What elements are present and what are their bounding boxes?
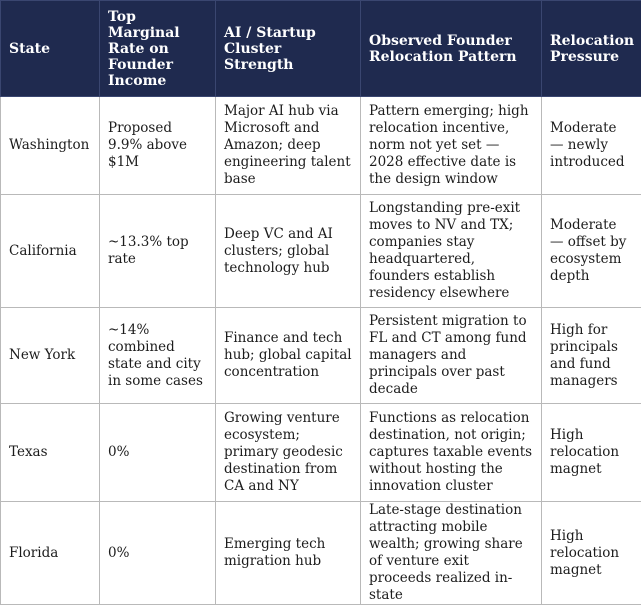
rate-cell: ~13.3% top rate (100, 195, 216, 308)
header-relocation-pressure: Relocation Pressure (542, 1, 641, 97)
pressure-cell: High relocation magnet (542, 404, 641, 502)
state-cell: New York (1, 308, 100, 404)
cluster-cell: Finance and tech hub; global capital concentration (216, 308, 361, 404)
cluster-cell: Major AI hub via Microsoft and Amazon; deep engineering talent base (216, 97, 361, 195)
pressure-cell: Moderate — newly introduced (542, 97, 641, 195)
cluster-cell: Growing venture ecosystem; primary geodesic destination from CA and NY (216, 404, 361, 502)
state-cell: Florida (1, 502, 100, 605)
table-row (1, 195, 641, 308)
pressure-cell: High for principals and fund managers (542, 308, 641, 404)
table-row (1, 404, 641, 502)
pattern-cell: Persistent migration to FL and CT among fund managers and principals over past decade (361, 308, 542, 404)
pattern-cell: Late-stage destination attracting mobile wealth; growing share of venture exit proceeds realized in-state (361, 502, 542, 605)
cluster-cell: Emerging tech migration hub (216, 502, 361, 605)
header-row (1, 1, 641, 97)
pattern-cell: Pattern emerging; high relocation incentive, norm not yet set — 2028 effective date is the design window (361, 97, 542, 195)
table-row (1, 502, 641, 605)
rate-cell: 0% (100, 404, 216, 502)
rate-cell: ~14% combined state and city in some cases (100, 308, 216, 404)
pattern-cell: Functions as relocation destination, not origin; captures taxable events without hosting the innovation cluster (361, 404, 542, 502)
table-row (1, 97, 641, 195)
header-state: State (1, 1, 100, 97)
state-cell: Texas (1, 404, 100, 502)
pressure-cell: Moderate — offset by ecosystem depth (542, 195, 641, 308)
state-cell: Washington (1, 97, 100, 195)
state-cell: California (1, 195, 100, 308)
cluster-cell: Deep VC and AI clusters; global technology hub (216, 195, 361, 308)
header-top-marginal-rate: Top Marginal Rate on Founder Income (100, 1, 216, 97)
rate-cell: 0% (100, 502, 216, 605)
pattern-cell: Longstanding pre-exit moves to NV and TX; companies stay headquartered, founders establish residency elsewhere (361, 195, 542, 308)
rate-cell: Proposed 9.9% above $1M (100, 97, 216, 195)
header-relocation-pattern: Observed Founder Relocation Pattern (361, 1, 542, 97)
table-row (1, 308, 641, 404)
header-cluster-strength: AI / Startup Cluster Strength (216, 1, 361, 97)
pressure-cell: High relocation magnet (542, 502, 641, 605)
